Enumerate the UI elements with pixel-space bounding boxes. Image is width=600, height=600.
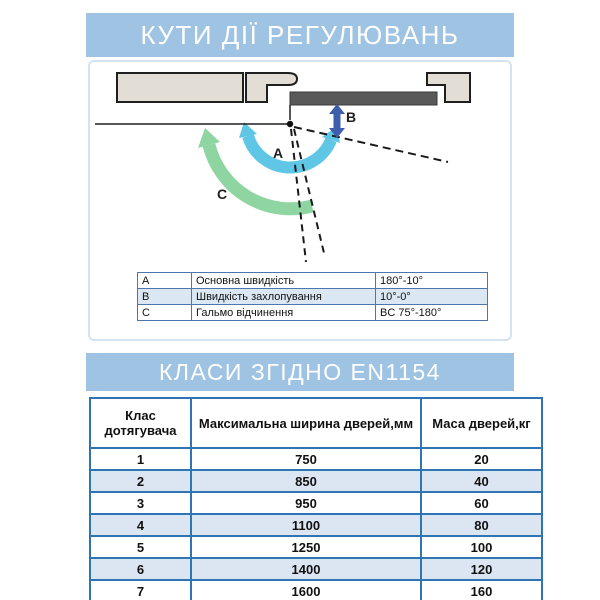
diagram-label-c: C	[216, 186, 228, 202]
door-mass: 120	[421, 558, 542, 580]
classes-row-1	[90, 448, 542, 470]
diagram-label-b: B	[345, 109, 357, 125]
class-number: 6	[90, 558, 191, 580]
classes-header-row	[90, 398, 542, 448]
diagram-label-a: A	[272, 145, 284, 161]
door-mass: 80	[421, 514, 542, 536]
class-number: 2	[90, 470, 191, 492]
legend-value: 10°-0°	[376, 289, 488, 305]
legend-value: BC 75°-180°	[376, 305, 488, 321]
door-mass: 160	[421, 580, 542, 600]
max-width: 850	[191, 470, 421, 492]
max-width: 950	[191, 492, 421, 514]
classes-row-4	[90, 514, 542, 536]
door-mass: 40	[421, 470, 542, 492]
class-number: 1	[90, 448, 191, 470]
door-mass: 100	[421, 536, 542, 558]
class-number: 5	[90, 536, 191, 558]
max-width: 750	[191, 448, 421, 470]
classes-row-6	[90, 558, 542, 580]
section2-title-band	[86, 353, 514, 391]
classes-header-width: Максимальна ширина дверей,мм	[191, 398, 421, 448]
class-number: 4	[90, 514, 191, 536]
classes-header-mass: Маса дверей,кг	[421, 398, 542, 448]
classes-header-class: Клас дотягувача	[90, 398, 191, 448]
class-number: 3	[90, 492, 191, 514]
classes-row-3	[90, 492, 542, 514]
swing-dashed-lines	[291, 127, 448, 262]
section1-title: КУТИ ДІЇ РЕГУЛЮВАНЬ	[140, 19, 460, 50]
arrow-a-main-speed	[239, 122, 340, 168]
wall-left	[117, 73, 243, 102]
legend-name: Основна швидкість	[192, 273, 376, 289]
max-width: 1250	[191, 536, 421, 558]
legend-key: A	[138, 273, 192, 289]
legend-table	[137, 272, 488, 321]
legend-row-b	[138, 289, 488, 305]
legend-row-a	[138, 273, 488, 289]
door-frame-left	[246, 73, 297, 102]
max-width: 1100	[191, 514, 421, 536]
section2-title: КЛАСИ ЗГІДНО EN1154	[159, 358, 441, 385]
pivot-dot	[287, 121, 293, 127]
legend-key: C	[138, 305, 192, 321]
door-mass: 20	[421, 448, 542, 470]
legend-name: Гальмо відчинення	[192, 305, 376, 321]
class-number: 7	[90, 580, 191, 600]
max-width: 1600	[191, 580, 421, 600]
door-panel	[290, 92, 437, 105]
legend-row-c	[138, 305, 488, 321]
classes-row-2	[90, 470, 542, 492]
section1-title-band	[86, 13, 514, 57]
legend-name: Швидкість захлопування	[192, 289, 376, 305]
max-width: 1400	[191, 558, 421, 580]
door-mass: 60	[421, 492, 542, 514]
classes-row-7	[90, 580, 542, 600]
classes-row-5	[90, 536, 542, 558]
legend-key: B	[138, 289, 192, 305]
en1154-classes-table	[89, 397, 543, 600]
legend-value: 180°-10°	[376, 273, 488, 289]
